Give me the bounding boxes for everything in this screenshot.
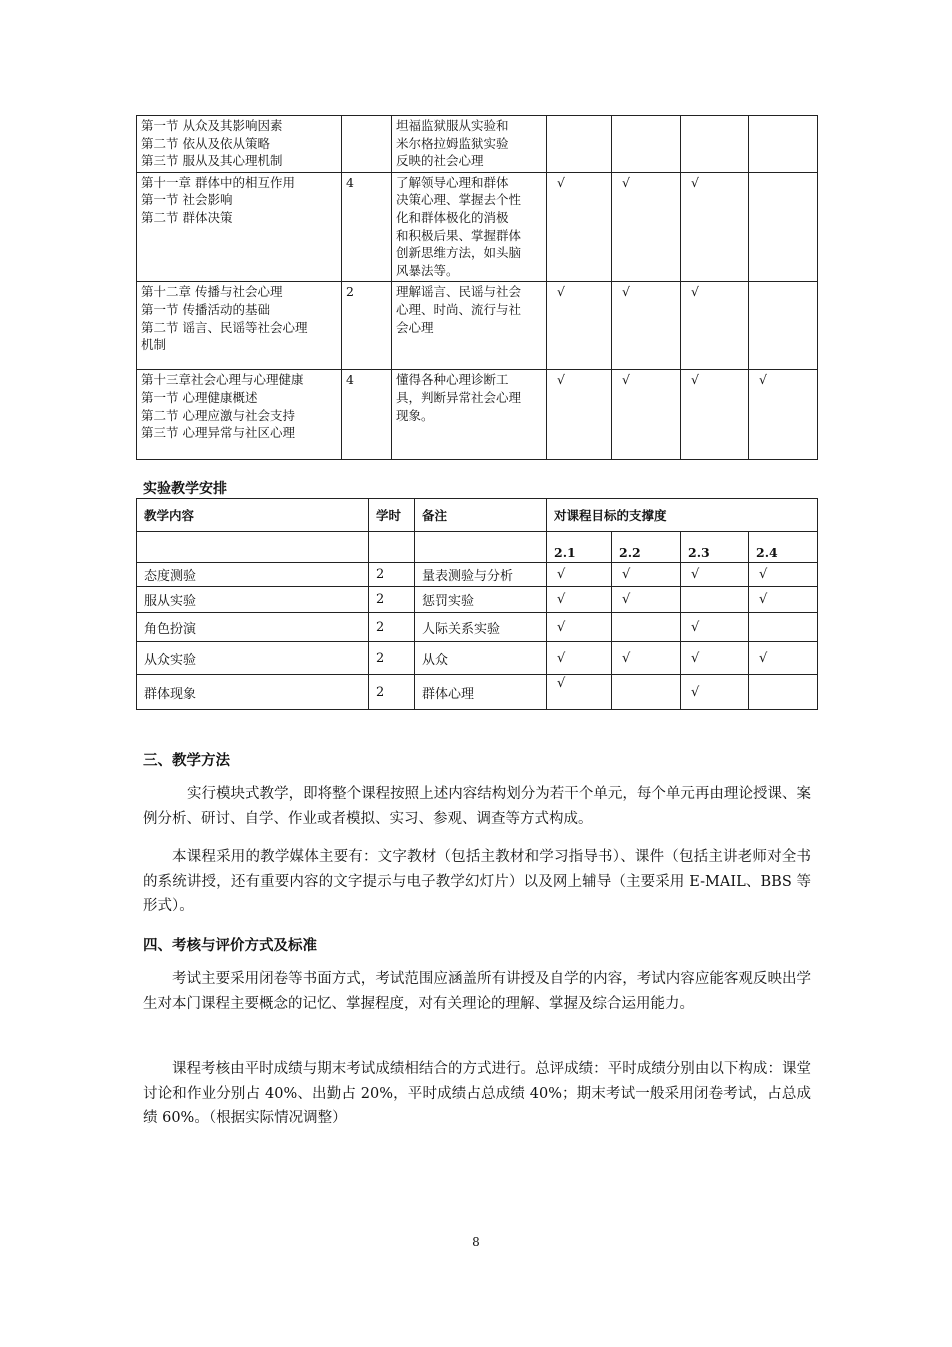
chapter-content-cell: 第十三章社会心理与心理健康 第一节 心理健康概述 第二节 心理应激与社会支持 第三节 心理异常与社区心理 <box>137 370 342 460</box>
lab-notes-cell: 量表测验与分析 <box>415 563 547 587</box>
table-row <box>137 675 818 710</box>
check-cell-2-4 <box>749 613 818 642</box>
check-cell-2-2: √ <box>612 370 681 460</box>
chapter-notes-cell: 坦福监狱服从实验和 米尔格拉姆监狱实验 反映的社会心理 <box>392 116 547 173</box>
check-cell-2-3: √ <box>681 642 749 675</box>
check-cell-2-1: √ <box>547 613 612 642</box>
chapter-hours-cell: 4 <box>342 370 392 460</box>
lab-content-cell: 角色扮演 <box>137 613 369 642</box>
lab-notes-cell: 惩罚实验 <box>415 587 547 613</box>
goal-header: 2.4 <box>749 532 818 563</box>
goal-header: 2.1 <box>547 532 612 563</box>
assessment-paragraph-1: 考试主要采用闭卷等书面方式，考试范围应涵盖所有讲授及自学的内容，考试内容应能客观反映出学生对本门课程主要概念的记忆、掌握程度，对有关理论的理解、掌握及综合运用能力。 <box>143 971 811 1012</box>
chapter-notes-cell: 理解谣言、民谣与社会 心理、时尚、流行与社 会心理 <box>392 282 547 370</box>
chapter-content-cell: 第十一章 群体中的相互作用 第一节 社会影响 第二节 群体决策 <box>137 172 342 282</box>
chapter-schedule-table <box>136 115 818 460</box>
chapter-content-cell: 第一节 从众及其影响因素 第二节 依从及依从策略 第三节 服从及其心理机制 <box>137 116 342 173</box>
check-cell-2-4 <box>749 116 818 173</box>
chapter-hours-cell: 4 <box>342 172 392 282</box>
goal-header: 2.2 <box>612 532 681 563</box>
chapter-notes-cell: 懂得各种心理诊断工 具，判断异常社会心理 现象。 <box>392 370 547 460</box>
check-cell-2-1: √ <box>547 172 612 282</box>
lab-hours-cell: 2 <box>369 675 415 710</box>
table-row <box>137 587 818 613</box>
check-cell-2-4 <box>749 282 818 370</box>
table-row <box>137 282 818 370</box>
check-cell-2-3: √ <box>681 172 749 282</box>
table-row <box>137 563 818 587</box>
check-cell-2-4: √ <box>749 370 818 460</box>
table-row <box>137 172 818 282</box>
lab-hours-cell: 2 <box>369 613 415 642</box>
header-notes: 备注 <box>415 499 547 532</box>
check-cell-2-2 <box>612 116 681 173</box>
check-cell-2-1: √ <box>547 370 612 460</box>
header-support: 对课程目标的支撑度 <box>547 499 818 532</box>
lab-schedule-table <box>136 498 818 710</box>
check-cell-2-4: √ <box>749 642 818 675</box>
table-header-row <box>137 499 818 532</box>
page-number: 8 <box>472 1235 480 1249</box>
check-cell-2-1: √ <box>547 587 612 613</box>
lab-content-cell: 从众实验 <box>137 642 369 675</box>
lab-hours-cell: 2 <box>369 642 415 675</box>
check-cell-2-1: √ <box>547 563 612 587</box>
lab-notes-cell: 人际关系实验 <box>415 613 547 642</box>
check-cell-2-2: √ <box>612 172 681 282</box>
lab-hours-cell: 2 <box>369 563 415 587</box>
teaching-methods-paragraph-2: 本课程采用的教学媒体主要有：文字教材（包括主教材和学习指导书）、课件（包括主讲老师对全书的系统讲授，还有重要内容的文字提示与电子教学幻灯片）以及网上辅导（主要采用 E-MAIL、BBS 等形式）。 <box>143 849 811 914</box>
assessment-paragraph-2: 课程考核由平时成绩与期末考试成绩相结合的方式进行。总评成绩：平时成绩分别由以下构成：课堂讨论和作业分别占 40%、出勤占 20%，平时成绩占总成绩 40%；期末考试一般采用闭卷考试，占总成绩 60%。（根据实际情况调整） <box>143 1061 811 1126</box>
lab-schedule-title: 实验教学安排 <box>143 481 227 497</box>
check-cell-2-3: √ <box>681 675 749 710</box>
check-cell-2-4: √ <box>749 563 818 587</box>
check-cell-2-3: √ <box>681 613 749 642</box>
check-cell-2-2: √ <box>612 563 681 587</box>
check-cell-2-2: √ <box>612 642 681 675</box>
teaching-methods-paragraph-1: 实行模块式教学，即将整个课程按照上述内容结构划分为若干个单元，每个单元再由理论授课、案例分析、研讨、自学、作业或者模拟、实习、参观、调查等方式构成。 <box>143 786 811 827</box>
check-cell-2-3 <box>681 116 749 173</box>
check-cell-2-4 <box>749 172 818 282</box>
check-cell-2-2: √ <box>612 282 681 370</box>
table-row <box>137 613 818 642</box>
check-cell-2-3: √ <box>681 282 749 370</box>
header-hours: 学时 <box>369 499 415 532</box>
check-cell-2-1: √ <box>547 642 612 675</box>
lab-hours-cell: 2 <box>369 587 415 613</box>
check-cell-2-2 <box>612 675 681 710</box>
check-cell-2-1: √ <box>547 675 612 710</box>
empty-cell <box>415 532 547 563</box>
chapter-content-cell: 第十二章 传播与社会心理 第一节 传播活动的基础 第二节 谣言、民谣等社会心理 机制 <box>137 282 342 370</box>
lab-content-cell: 态度测验 <box>137 563 369 587</box>
lab-notes-cell: 群体心理 <box>415 675 547 710</box>
check-cell-2-1 <box>547 116 612 173</box>
check-cell-2-3: √ <box>681 370 749 460</box>
table-row <box>137 370 818 460</box>
check-cell-2-2: √ <box>612 587 681 613</box>
table-row <box>137 642 818 675</box>
section-heading-teaching-methods: 三、教学方法 <box>143 752 230 769</box>
header-content: 教学内容 <box>137 499 369 532</box>
table-header-row <box>137 532 818 563</box>
check-cell-2-4 <box>749 675 818 710</box>
check-cell-2-3 <box>681 587 749 613</box>
chapter-hours-cell <box>342 116 392 173</box>
lab-content-cell: 服从实验 <box>137 587 369 613</box>
lab-content-cell: 群体现象 <box>137 675 369 710</box>
section-heading-assessment: 四、考核与评价方式及标准 <box>143 937 317 954</box>
chapter-notes-cell: 了解领导心理和群体 决策心理、掌握去个性 化和群体极化的消极 和积极后果、掌握群体 创新思维方法，如头脑 风暴法等。 <box>392 172 547 282</box>
lab-notes-cell: 从众 <box>415 642 547 675</box>
chapter-hours-cell: 2 <box>342 282 392 370</box>
check-cell-2-3: √ <box>681 563 749 587</box>
check-cell-2-2 <box>612 613 681 642</box>
check-cell-2-1: √ <box>547 282 612 370</box>
empty-cell <box>137 532 369 563</box>
empty-cell <box>369 532 415 563</box>
goal-header: 2.3 <box>681 532 749 563</box>
table-row <box>137 116 818 173</box>
check-cell-2-4: √ <box>749 587 818 613</box>
